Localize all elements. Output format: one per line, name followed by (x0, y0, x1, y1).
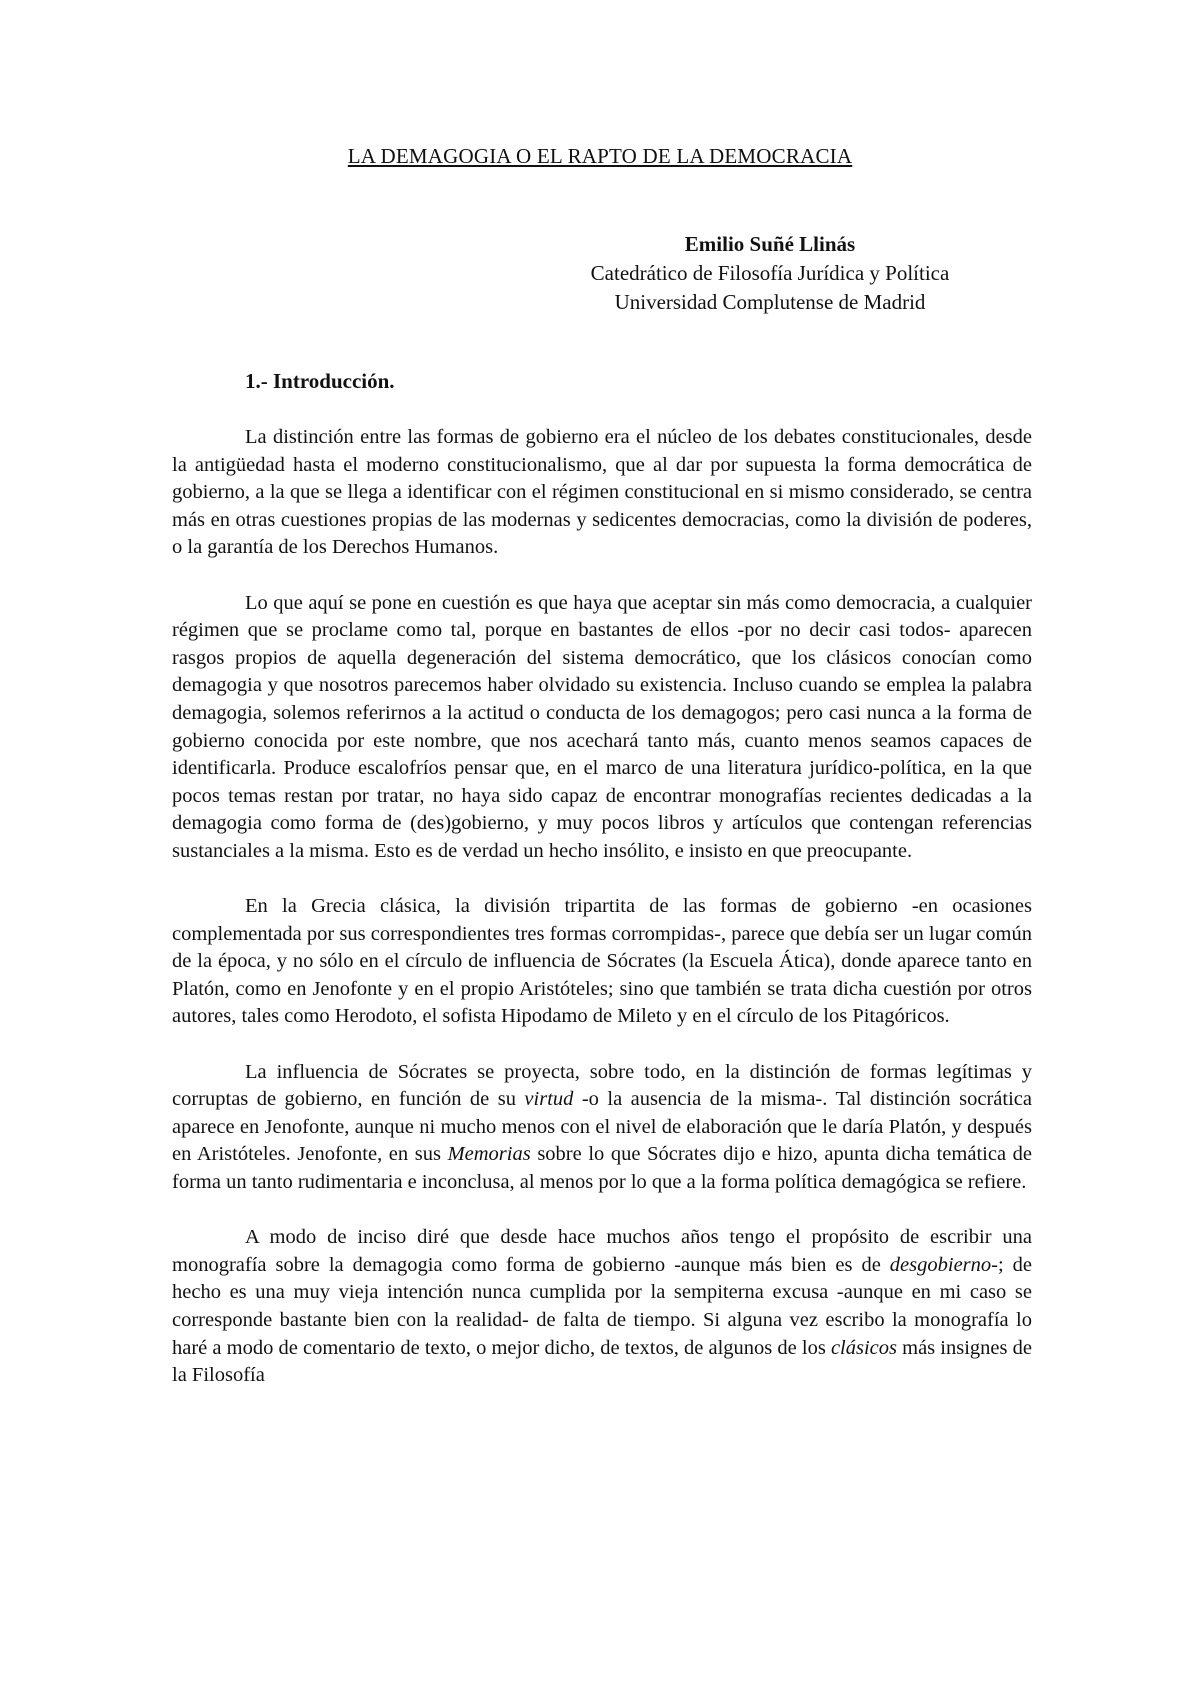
section-heading: 1.- Introducción. (245, 369, 395, 393)
author-position: Catedrático de Filosofía Jurídica y Política (590, 261, 950, 285)
paragraph-4-text-b: -o la ausencia de la misma-. Tal distinción socrática aparece en Jenofonte, aunque ni mucho menos con el nivel de elaboración que le daría Platón, y después en Aristóteles. Jenofonte, en sus (172, 1088, 1032, 1166)
paragraph-1: La distinción entre las formas de gobierno era el núcleo de los debates constitucionales, desde la antigüedad hasta el moderno constitucionalismo, que al dar por supuesta la forma democrática de gobierno, a la que se llega a identificar con el régimen constitucional en si mismo considerado, se centra más en otras cuestiones propias de las modernas y sedicentes democracias, como la división de poderes, o la garantía de los Derechos Humanos. (172, 426, 1032, 559)
author-institution: Universidad Complutense de Madrid (614, 290, 926, 314)
paragraph-5-text-a: A modo de inciso diré que desde hace muchos años tengo el propósito de escribir una monografía sobre la demagogia como forma de gobierno -aunque más bien es de (172, 1226, 1032, 1276)
paragraph-5-italic-b: clásicos (830, 1336, 897, 1359)
paragraph-2: Lo que aquí se pone en cuestión es que haya que aceptar sin más como democracia, a cualquier régimen que se proclame como tal, porque en bastantes de ellos -por no decir casi todos- aparecen rasgos propios de aquella degeneración del sistema democrático, que los clásicos conocían como demagogia y que nosotros parecemos haber olvidado su existencia. Incluso cuando se emplea la palabra demagogia, solemos referirnos a la actitud o conducta de los demagogos; pero casi nunca a la forma de gobierno conocida por este nombre, que nos acechará tanto más, cuanto menos seamos capaces de identificarla. Produce escalofríos pensar que, en el marco de una literatura jurídico-política, en la que pocos temas restan por tratar, no haya sido capaz de encontrar monografías recientes dedicadas a la demagogia como forma de (des)gobierno, y muy pocos libros y artículos que contengan referencias sustanciales a la misma. Esto es de verdad un hecho insólito, e insisto en que preocupante. (172, 591, 1032, 862)
author-block (560, 230, 980, 317)
paragraph-4-italic-b: Memorias (447, 1143, 531, 1166)
paragraph-4 (172, 1059, 1032, 1197)
body-text (172, 424, 1032, 1390)
paragraph-4-text-a: La influencia de Sócrates se proyecta, sobre todo, en la distinción de formas legítimas y corruptas de gobierno, en función de su (172, 1060, 1032, 1111)
paragraph-5 (172, 1224, 1032, 1390)
author-name: Emilio Suñé Llinás (684, 232, 856, 256)
paragraph-5-text-c: más insignes de la Filosofía (172, 1336, 1032, 1387)
document-title: LA DEMAGOGIA O EL RAPTO DE LA DEMOCRACIA (347, 144, 853, 168)
paragraph-4-text-c: sobre lo que Sócrates dijo e hizo, apunta dicha temática de forma un tanto rudimentaria e inconclusa, al menos por lo que a la forma política demagógica se refiere. (172, 1143, 1032, 1194)
paragraph-5-text-b: -; de hecho es una muy vieja intención nunca cumplida por la sempiterna excusa -aunque en mi caso se corresponde bastante bien con la realidad- de falta de tiempo. Si alguna vez escribo la monografía lo haré a modo de comentario de texto, o mejor dicho, de textos, de algunos de los (172, 1253, 1033, 1359)
paragraph-3: En la Grecia clásica, la división tripartita de las formas de gobierno -en ocasiones complementada por sus correspondientes tres formas corrompidas-, parece que debía ser un lugar común de la época, y no sólo en el círculo de influencia de Sócrates (la Escuela Ática), donde aparece tanto en Platón, como en Jenofonte y en el propio Aristóteles; sino que también se trata dicha cuestión por otros autores, tales como Herodoto, el sofista Hipodamo de Mileto y en el círculo de los Pitagóricos. (172, 895, 1032, 1028)
paragraph-5-italic-a: desgobierno (889, 1253, 992, 1276)
paragraph-4-italic-a: virtud (524, 1088, 574, 1111)
